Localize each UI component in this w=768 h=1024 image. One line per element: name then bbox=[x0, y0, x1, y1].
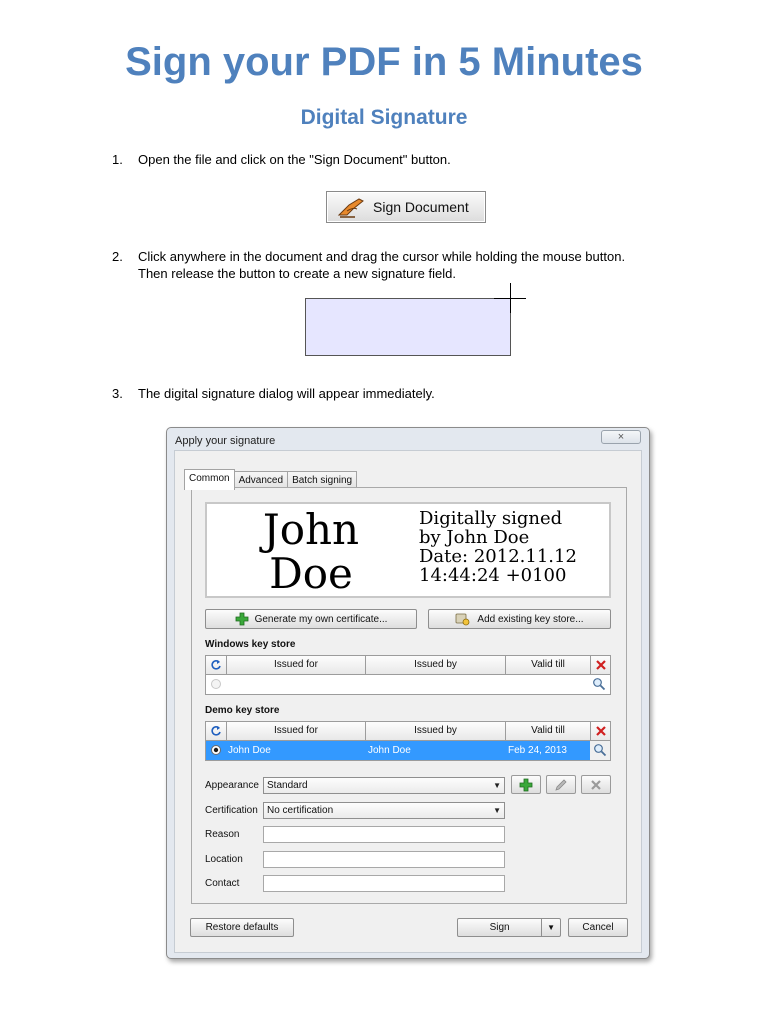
page-subtitle: Digital Signature bbox=[300, 106, 468, 129]
table-row[interactable] bbox=[206, 675, 610, 694]
radio-selected-icon bbox=[210, 744, 222, 756]
delete-button[interactable] bbox=[590, 722, 611, 740]
tab-advanced[interactable]: Advanced bbox=[234, 471, 288, 489]
preview-text-line-3: Date: 2012.11.12 bbox=[419, 546, 577, 567]
appearance-label: Appearance bbox=[205, 780, 259, 791]
preview-text-line-4: 14:44:24 +0100 bbox=[419, 565, 567, 586]
row-radio[interactable] bbox=[210, 675, 222, 697]
refresh-button[interactable] bbox=[206, 656, 226, 674]
chevron-down-icon[interactable]: ▼ bbox=[541, 919, 560, 936]
add-icon bbox=[519, 778, 533, 792]
refresh-icon bbox=[210, 725, 222, 737]
signature-field-example bbox=[305, 298, 511, 356]
sign-document-label: Sign Document bbox=[373, 199, 469, 215]
certification-select[interactable] bbox=[263, 802, 505, 819]
step-number: 1. bbox=[112, 152, 123, 167]
signature-preview bbox=[205, 502, 611, 598]
step-text-line-2: Then release the button to create a new signature field. bbox=[138, 266, 456, 281]
cell-issued-by: John Doe bbox=[368, 745, 411, 756]
cell-valid-till: Feb 24, 2013 bbox=[508, 745, 567, 756]
add-keystore-label: Add existing key store... bbox=[477, 613, 584, 625]
preview-details bbox=[419, 509, 611, 585]
table-header bbox=[206, 656, 610, 675]
preview-text-line-1: Digitally signed bbox=[419, 508, 563, 529]
delete-icon bbox=[595, 725, 607, 737]
preview-name-line-2: Doe bbox=[269, 549, 353, 598]
dialog-title: Apply your signature bbox=[175, 435, 276, 447]
refresh-icon bbox=[210, 659, 222, 671]
signing-hand-icon bbox=[337, 195, 367, 219]
chevron-down-icon: ▼ bbox=[493, 781, 501, 790]
tab-batch-signing[interactable]: Batch signing bbox=[287, 471, 357, 489]
preview-name-line-1: John bbox=[262, 505, 360, 554]
appearance-select[interactable] bbox=[263, 777, 505, 794]
sign-label: Sign bbox=[489, 922, 510, 933]
row-radio[interactable] bbox=[210, 741, 222, 763]
add-icon bbox=[235, 612, 249, 626]
chevron-down-icon: ▼ bbox=[493, 806, 501, 815]
column-issued-for[interactable]: Issued for bbox=[226, 722, 365, 740]
table-header bbox=[206, 722, 610, 741]
close-icon: × bbox=[617, 431, 625, 443]
appearance-value: Standard bbox=[267, 780, 308, 791]
table-row[interactable] bbox=[206, 741, 610, 760]
column-issued-by[interactable]: Issued by bbox=[365, 656, 505, 674]
keystore-icon bbox=[455, 612, 471, 626]
contact-input[interactable] bbox=[263, 875, 505, 892]
location-label: Location bbox=[205, 854, 243, 865]
restore-defaults-button[interactable]: Restore defaults bbox=[190, 918, 294, 937]
view-button[interactable] bbox=[590, 741, 610, 760]
radio-icon bbox=[210, 678, 222, 690]
column-issued-by[interactable]: Issued by bbox=[365, 722, 505, 740]
cell-issued-for: John Doe bbox=[228, 745, 271, 756]
step-text-line-1: Click anywhere in the document and drag the cursor while holding the mouse button. bbox=[138, 249, 626, 264]
windows-keystore-table bbox=[205, 655, 611, 695]
reason-label: Reason bbox=[205, 829, 240, 840]
demo-keystore-table bbox=[205, 721, 611, 761]
close-button[interactable] bbox=[601, 430, 641, 444]
sign-button[interactable] bbox=[457, 918, 561, 937]
page-title: Sign your PDF in 5 Minutes bbox=[125, 40, 643, 84]
delete-icon bbox=[595, 659, 607, 671]
add-appearance-button[interactable] bbox=[511, 775, 541, 794]
step-text: Open the file and click on the "Sign Document" button. bbox=[138, 152, 451, 167]
magnifier-icon bbox=[592, 677, 606, 691]
tab-common[interactable]: Common bbox=[184, 469, 235, 490]
magnifier-icon bbox=[593, 743, 607, 757]
step-text: The digital signature dialog will appear immediately. bbox=[138, 386, 435, 401]
pencil-icon bbox=[554, 778, 568, 792]
preview-name bbox=[251, 505, 371, 598]
step-number: 2. bbox=[112, 249, 123, 264]
location-input[interactable] bbox=[263, 851, 505, 868]
cancel-button[interactable]: Cancel bbox=[568, 918, 628, 937]
step-number: 3. bbox=[112, 386, 123, 401]
generate-certificate-button[interactable] bbox=[205, 609, 417, 629]
column-valid-till[interactable]: Valid till bbox=[505, 722, 590, 740]
preview-text-line-2: by John Doe bbox=[419, 527, 530, 548]
delete-appearance-button[interactable] bbox=[581, 775, 611, 794]
contact-label: Contact bbox=[205, 878, 240, 889]
certification-label: Certification bbox=[205, 805, 258, 816]
reason-input[interactable] bbox=[263, 826, 505, 843]
view-button[interactable] bbox=[592, 675, 606, 698]
refresh-button[interactable] bbox=[206, 722, 226, 740]
add-keystore-button[interactable] bbox=[428, 609, 611, 629]
demo-keystore-label: Demo key store bbox=[205, 705, 280, 716]
apply-signature-dialog bbox=[166, 427, 650, 959]
certification-value: No certification bbox=[267, 805, 334, 816]
crosshair-cursor-icon-vertical bbox=[510, 283, 511, 313]
column-issued-for[interactable]: Issued for bbox=[226, 656, 365, 674]
edit-appearance-button[interactable] bbox=[546, 775, 576, 794]
delete-button[interactable] bbox=[590, 656, 611, 674]
column-valid-till[interactable]: Valid till bbox=[505, 656, 590, 674]
delete-icon bbox=[590, 779, 602, 791]
windows-keystore-label: Windows key store bbox=[205, 639, 296, 650]
sign-document-button[interactable] bbox=[326, 191, 486, 223]
generate-certificate-label: Generate my own certificate... bbox=[254, 613, 388, 625]
